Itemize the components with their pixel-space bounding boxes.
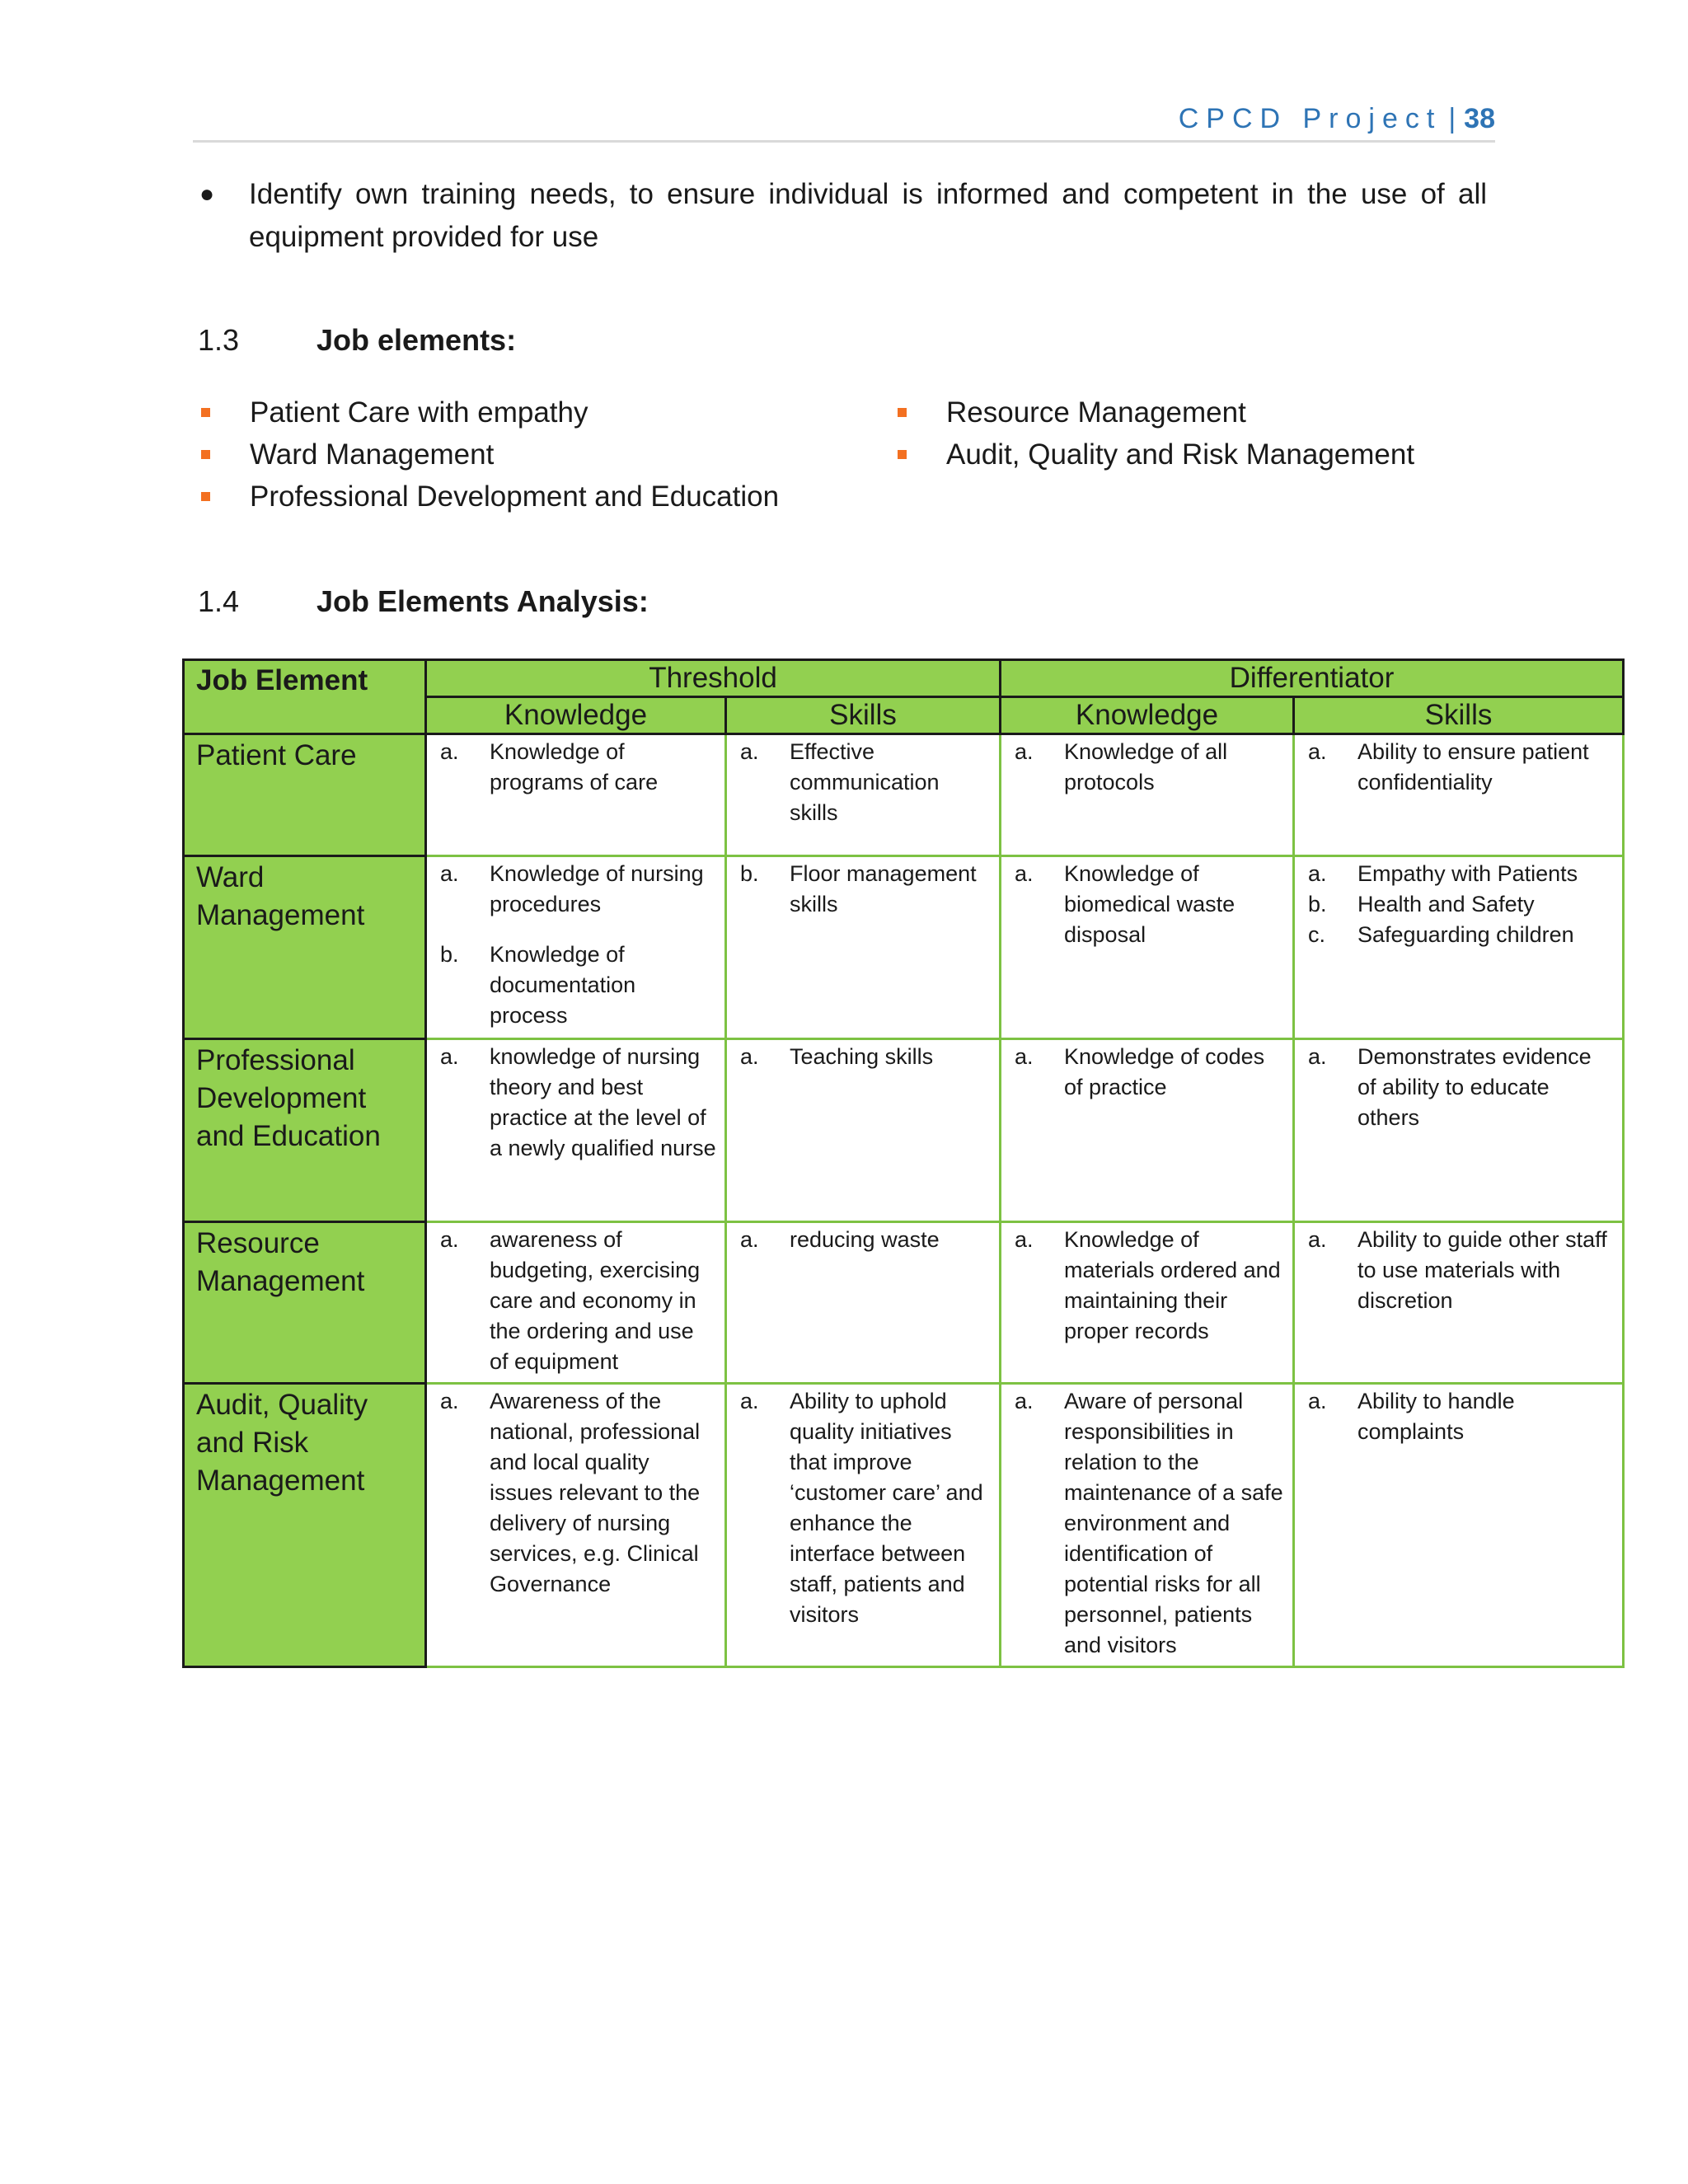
cell-d-skills (1294, 1222, 1624, 1384)
list-item (440, 737, 718, 798)
list-item-marker: a. (1015, 861, 1034, 886)
list-item-marker: a. (440, 861, 459, 886)
column-header-job-element: Job Element (184, 660, 426, 734)
list-item-text: Ability to handle complaints (1357, 1389, 1515, 1444)
section-heading-1-4 (198, 584, 649, 619)
cell-d-knowledge (1001, 856, 1294, 1039)
cell-d-skills (1294, 1384, 1624, 1667)
list-item-text: Health and Safety (1357, 892, 1535, 916)
column-group-threshold: Threshold (426, 660, 1001, 697)
list-item-text: Teaching skills (790, 1044, 934, 1069)
list-item-marker: a. (1015, 1044, 1034, 1069)
list-item-text: Empathy with Patients (1357, 861, 1578, 886)
orange-square-bullet-icon (898, 450, 907, 459)
list-item (440, 859, 718, 920)
list-item-marker: c. (1308, 922, 1326, 947)
list-item-text: Knowledge of materials ordered and maintaining their proper records (1064, 1227, 1281, 1343)
list-item-marker: a. (1308, 861, 1327, 886)
orange-square-bullet-icon (201, 408, 210, 417)
cell-t-knowledge (426, 1222, 726, 1384)
page-header (193, 97, 1495, 143)
list-item-text: Ability to ensure patient confidentiality (1357, 739, 1589, 794)
job-elements-analysis-table (182, 658, 1625, 1668)
list-item (1308, 889, 1615, 920)
job-element-label: Professional Development and Education (250, 480, 780, 513)
list-item (1308, 1225, 1615, 1316)
job-element-item (894, 434, 1484, 476)
list-item (440, 940, 718, 1031)
list-item (1015, 1386, 1286, 1661)
list-item-marker: a. (1308, 739, 1327, 764)
job-element-label: Resource Management (946, 396, 1246, 429)
list-item-text: Ability to uphold quality initiatives that improve ‘customer care’ and enhance the interface between staff, patients and visitors (790, 1389, 983, 1627)
list-item (1308, 920, 1615, 950)
list-item (740, 737, 992, 828)
list-item (1308, 859, 1615, 889)
section-number: 1.3 (198, 323, 240, 357)
list-item-text: Effective communication skills (790, 739, 940, 825)
list-item-marker: a. (440, 1227, 459, 1252)
job-element-item (198, 476, 894, 518)
list-item-marker: a. (440, 1044, 459, 1069)
intro-bullet-item (193, 173, 1487, 259)
list-item (1015, 1225, 1286, 1347)
list-item-text: Aware of personal responsibilities in relation to the maintenance of a safe environment and identification of potential risks for all personnel, patients and visitors (1064, 1389, 1283, 1657)
list-item (440, 1225, 718, 1377)
table-row (184, 734, 1624, 856)
entry-spacer (440, 920, 718, 940)
subheader-differentiator-knowledge: Knowledge (1001, 697, 1294, 734)
list-item-marker: a. (440, 739, 459, 764)
cell-t-skills (726, 856, 1001, 1039)
list-item-marker: a. (1015, 1389, 1034, 1413)
list-item-text: Knowledge of nursing procedures (490, 861, 704, 916)
cell-t-skills (726, 1039, 1001, 1222)
list-item (440, 1386, 718, 1600)
list-item-marker: b. (740, 861, 759, 886)
list-item-text: Knowledge of documentation process (490, 942, 636, 1028)
list-item-text: Awareness of the national, professional and local quality issues relevant to the delivery of nursing services, e.g. Clinical Governance (490, 1389, 701, 1596)
list-item-marker: a. (740, 1389, 759, 1413)
cell-t-skills (726, 734, 1001, 856)
job-element-item (894, 391, 1484, 434)
list-item-text: Knowledge of codes of practice (1064, 1044, 1265, 1099)
cell-t-skills (726, 1384, 1001, 1667)
table-header-row (184, 660, 1624, 697)
cell-t-knowledge (426, 856, 726, 1039)
table-row (184, 1039, 1624, 1222)
subheader-threshold-skills: Skills (726, 697, 1001, 734)
table-row (184, 1384, 1624, 1667)
orange-square-bullet-icon (201, 492, 210, 501)
project-title: CPCD Project (1178, 102, 1442, 134)
list-item (740, 1225, 992, 1255)
cell-t-skills (726, 1222, 1001, 1384)
list-item (1015, 859, 1286, 950)
column-group-differentiator: Differentiator (1001, 660, 1624, 697)
list-item (740, 1042, 992, 1072)
section-number: 1.4 (198, 584, 240, 618)
list-item-marker: a. (440, 1389, 459, 1413)
cell-d-knowledge (1001, 1384, 1294, 1667)
list-item-text: Knowledge of programs of care (490, 739, 659, 794)
cell-d-skills (1294, 1039, 1624, 1222)
list-item (740, 1386, 992, 1630)
list-item-text: reducing waste (790, 1227, 940, 1252)
list-item-text: Ability to guide other staff to use materials with discretion (1357, 1227, 1607, 1313)
job-element-item (198, 434, 894, 476)
row-label-job-element: Ward Management (184, 856, 426, 1039)
subheader-threshold-knowledge: Knowledge (426, 697, 726, 734)
cell-d-skills (1294, 856, 1624, 1039)
list-item (1308, 1042, 1615, 1133)
list-item-text: awareness of budgeting, exercising care and economy in the ordering and use of equipment (490, 1227, 701, 1374)
cell-t-knowledge (426, 1384, 726, 1667)
list-item (440, 1042, 718, 1164)
list-item-marker: b. (1308, 892, 1327, 916)
table-row (184, 1222, 1624, 1384)
list-item-marker: a. (740, 1044, 759, 1069)
row-label-job-element: Professional Development and Education (184, 1039, 426, 1222)
job-element-label: Patient Care with empathy (250, 396, 588, 429)
list-item (1308, 1386, 1615, 1447)
orange-square-bullet-icon (898, 408, 907, 417)
job-element-label: Audit, Quality and Risk Management (946, 438, 1415, 471)
list-item-marker: a. (1015, 1227, 1034, 1252)
cell-d-knowledge (1001, 1222, 1294, 1384)
job-elements-list (198, 391, 1484, 518)
subheader-differentiator-skills: Skills (1294, 697, 1624, 734)
orange-square-bullet-icon (201, 450, 210, 459)
row-label-job-element: Audit, Quality and Risk Management (184, 1384, 426, 1667)
list-item-marker: a. (1308, 1389, 1327, 1413)
row-label-job-element: Patient Care (184, 734, 426, 856)
table-row (184, 856, 1624, 1039)
cell-d-knowledge (1001, 734, 1294, 856)
list-item-text: Knowledge of all protocols (1064, 739, 1228, 794)
cell-d-skills (1294, 734, 1624, 856)
table-body (184, 734, 1624, 1667)
list-item (1015, 737, 1286, 798)
page-number: 38 (1464, 102, 1495, 134)
list-item-marker: a. (740, 739, 759, 764)
header-separator: | (1448, 102, 1456, 134)
job-element-item (198, 391, 894, 434)
list-item-marker: a. (1015, 739, 1034, 764)
list-item-text: knowledge of nursing theory and best practice at the level of a newly qualified nurse (490, 1044, 716, 1160)
section-heading-1-3 (198, 323, 516, 358)
list-item-marker: a. (1308, 1044, 1327, 1069)
intro-bullet-text: Identify own training needs, to ensure individual is informed and competent in the use of all equipment provided for use (249, 178, 1487, 253)
list-item-marker: a. (1308, 1227, 1327, 1252)
cell-t-knowledge (426, 1039, 726, 1222)
list-item (740, 859, 992, 920)
list-item-text: Demonstrates evidence of ability to educate others (1357, 1044, 1592, 1130)
row-label-job-element: Resource Management (184, 1222, 426, 1384)
section-title: Job Elements Analysis: (316, 584, 649, 618)
list-item-marker: b. (440, 942, 459, 967)
cell-t-knowledge (426, 734, 726, 856)
cell-d-knowledge (1001, 1039, 1294, 1222)
list-item-text: Safeguarding children (1357, 922, 1574, 947)
section-title: Job elements: (316, 323, 517, 357)
list-item-marker: a. (740, 1227, 759, 1252)
list-item-text: Floor management skills (790, 861, 977, 916)
list-item (1015, 1042, 1286, 1103)
bullet-dot-icon: ● (199, 180, 215, 208)
list-item-text: Knowledge of biomedical waste disposal (1064, 861, 1236, 947)
job-element-label: Ward Management (250, 438, 495, 471)
list-item (1308, 737, 1615, 798)
